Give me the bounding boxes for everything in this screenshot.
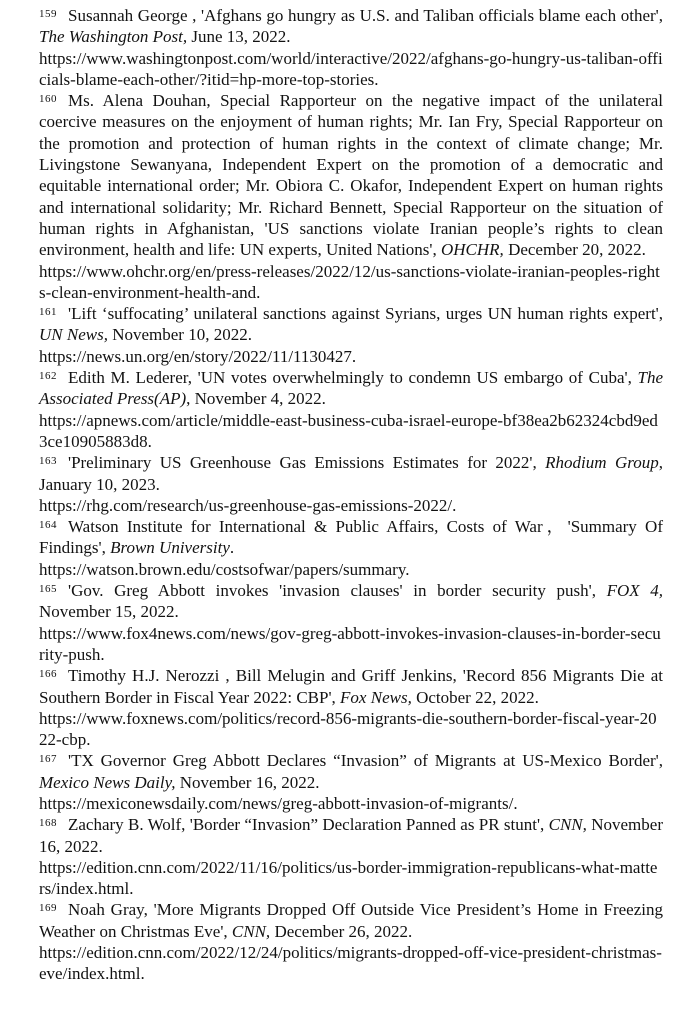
citation-segment: Zachary B. Wolf, 'Border “Invasion” Declaration Panned as PR stunt', <box>68 815 549 835</box>
citation-source-italic: Brown University <box>110 538 230 558</box>
citation-text <box>39 368 663 408</box>
footnote-number: 161 <box>39 305 57 318</box>
citation-url-link[interactable]: https://apnews.com/article/middle-east-business-cuba-israel-europe-bf38ea2b62324cbd9ed3ce10905883d8. <box>39 410 658 451</box>
footnote-number: 167 <box>39 753 57 766</box>
endnote <box>39 899 663 984</box>
citation-text <box>39 453 663 493</box>
citation-text <box>39 581 663 621</box>
citation-segment: Watson Institute for International & Public Affairs, Costs of War，'Summary Of Findings', <box>39 517 663 558</box>
citation-text <box>39 900 663 940</box>
endnote <box>39 750 663 814</box>
citation-source-italic: FOX 4, <box>606 581 664 601</box>
footnote-number: 165 <box>39 582 57 595</box>
endnote <box>39 516 663 580</box>
footnote-number: 168 <box>39 817 57 830</box>
citation-text <box>39 91 663 259</box>
citation-segment: November 10, 2022. <box>107 325 252 345</box>
citation-url-link[interactable]: https://edition.cnn.com/2022/12/24/politics/migrants-dropped-off-vice-president-christmas-eve/index.html. <box>39 943 662 984</box>
citation-source-italic: The Associated Press(AP) <box>39 368 663 409</box>
citation-url-link[interactable]: https://watson.brown.edu/costsofwar/papers/summary. <box>39 559 410 579</box>
citation-segment: 'TX Governor Greg Abbott Declares “Invasion” of Migrants at US-Mexico Border', <box>68 751 663 771</box>
footnote-number: 164 <box>39 518 57 531</box>
citation-text <box>39 666 663 706</box>
footnote-number: 159 <box>39 7 57 20</box>
citation-segment: 'Gov. Greg Abbott invokes 'invasion clauses' in border security push', <box>68 581 607 601</box>
citation-url-link[interactable]: https://news.un.org/en/story/2022/11/1130427. <box>39 346 357 366</box>
citation-url-link[interactable]: https://edition.cnn.com/2022/11/16/politics/us-border-immigration-republicans-what-matters/index.html. <box>39 857 658 899</box>
citation-segment: June 13, 2022. <box>187 27 291 47</box>
citation-segment: Edith M. Lederer, 'UN votes overwhelmingly to condemn US embargo of Cuba', <box>68 368 638 388</box>
citation-segment: Susannah George , 'Afghans go hungry as U.S. and Taliban officials blame each other', <box>68 6 663 25</box>
citation-segment: , January 10, 2023. <box>39 453 663 494</box>
citation-source-italic: Mexico News Daily, <box>39 772 176 792</box>
citation-text <box>39 304 663 344</box>
footnote-number: 160 <box>39 93 57 106</box>
citation-url-link[interactable]: https://www.washingtonpost.com/world/interactive/2022/afghans-go-hungry-us-taliban-officials-blame-each-other/?itid=hp-more-top-stories. <box>39 48 663 89</box>
citation-url-link[interactable]: https://www.ohchr.org/en/press-releases/2022/12/us-sanctions-violate-iranian-peoples-rights-clean-environment-health-and. <box>39 261 660 302</box>
footnote-number: 169 <box>39 902 57 915</box>
citation-segment: December 26, 2022. <box>270 921 413 941</box>
citation-url-link[interactable]: https://mexiconewsdaily.com/news/greg-abbott-invasion-of-migrants/. <box>39 793 518 813</box>
citation-text <box>39 517 663 557</box>
citation-segment: , November 4, 2022. <box>186 389 326 409</box>
footnote-number: 163 <box>39 455 57 468</box>
citation-source-italic: The Washington Post, <box>39 27 188 47</box>
footnote-number: 166 <box>39 668 57 681</box>
endnote <box>39 665 663 750</box>
citation-segment: December 20, 2022. <box>503 240 646 260</box>
citation-segment: November 16, 2022. <box>175 772 320 792</box>
endnote <box>39 367 663 452</box>
citation-segment: Timothy H.J. Nerozzi , Bill Melugin and Griff Jenkins, 'Record 856 Migrants Die at Southern Border in Fiscal Year 2022: CBP', <box>39 666 663 707</box>
citation-segment: November 16, 2022. <box>39 815 663 856</box>
citation-text <box>39 751 663 791</box>
endnote <box>39 814 663 899</box>
citation-source-italic: UN News, <box>39 325 108 345</box>
citation-segment: Ms. Alena Douhan, Special Rapporteur on the negative impact of the unilateral coercive measures on the enjoyment of human rights; Mr. Ian Fry, Special Rapporteur on the promotion and protection of human rights in the context of climate change; Mr. Livingstone Sewanyana, Independent Expert on the promotion of a democratic and equitable international order; Mr. Obiora C. Okafor, Independent Expert on human rights and international solidarity; Mr. Richard Bennett, Special Rapporteur on the situation of human rights in Afghanistan, 'US sanctions violate Iranian people’s rights to clean environment, health and life: UN experts, United Nations', <box>39 91 663 260</box>
endnote <box>39 5 663 90</box>
citation-source-italic: Rhodium Group <box>545 453 659 473</box>
citation-text <box>39 6 663 46</box>
citation-source-italic: CNN, <box>231 921 271 941</box>
citation-segment: October 22, 2022. <box>411 687 539 707</box>
citation-text <box>39 815 663 855</box>
citation-source-italic: Fox News, <box>340 687 412 707</box>
citation-url-link[interactable]: https://rhg.com/research/us-greenhouse-gas-emissions-2022/. <box>39 495 457 515</box>
citation-segment: Noah Gray, 'More Migrants Dropped Off Outside Vice President’s Home in Freezing Weather on Christmas Eve', <box>39 900 663 941</box>
citation-segment: November 15, 2022. <box>39 602 179 622</box>
endnotes-list <box>39 5 663 985</box>
citation-segment: 'Preliminary US Greenhouse Gas Emissions Estimates for 2022', <box>68 453 546 473</box>
citation-source-italic: OHCHR, <box>441 240 504 260</box>
citation-segment: . <box>229 538 235 558</box>
endnote <box>39 303 663 367</box>
citation-source-italic: CNN, <box>548 815 587 835</box>
endnote <box>39 452 663 516</box>
endnote <box>39 580 663 665</box>
footnote-number: 162 <box>39 369 57 382</box>
citation-url-link[interactable]: https://www.fox4news.com/news/gov-greg-abbott-invokes-invasion-clauses-in-border-security-push. <box>39 623 661 664</box>
citation-segment: 'Lift ‘suffocating’ unilateral sanctions against Syrians, urges UN human rights expert', <box>68 304 663 324</box>
endnote <box>39 90 663 303</box>
citation-url-link[interactable]: https://www.foxnews.com/politics/record-856-migrants-die-southern-border-fiscal-year-2022-cbp. <box>39 708 657 750</box>
